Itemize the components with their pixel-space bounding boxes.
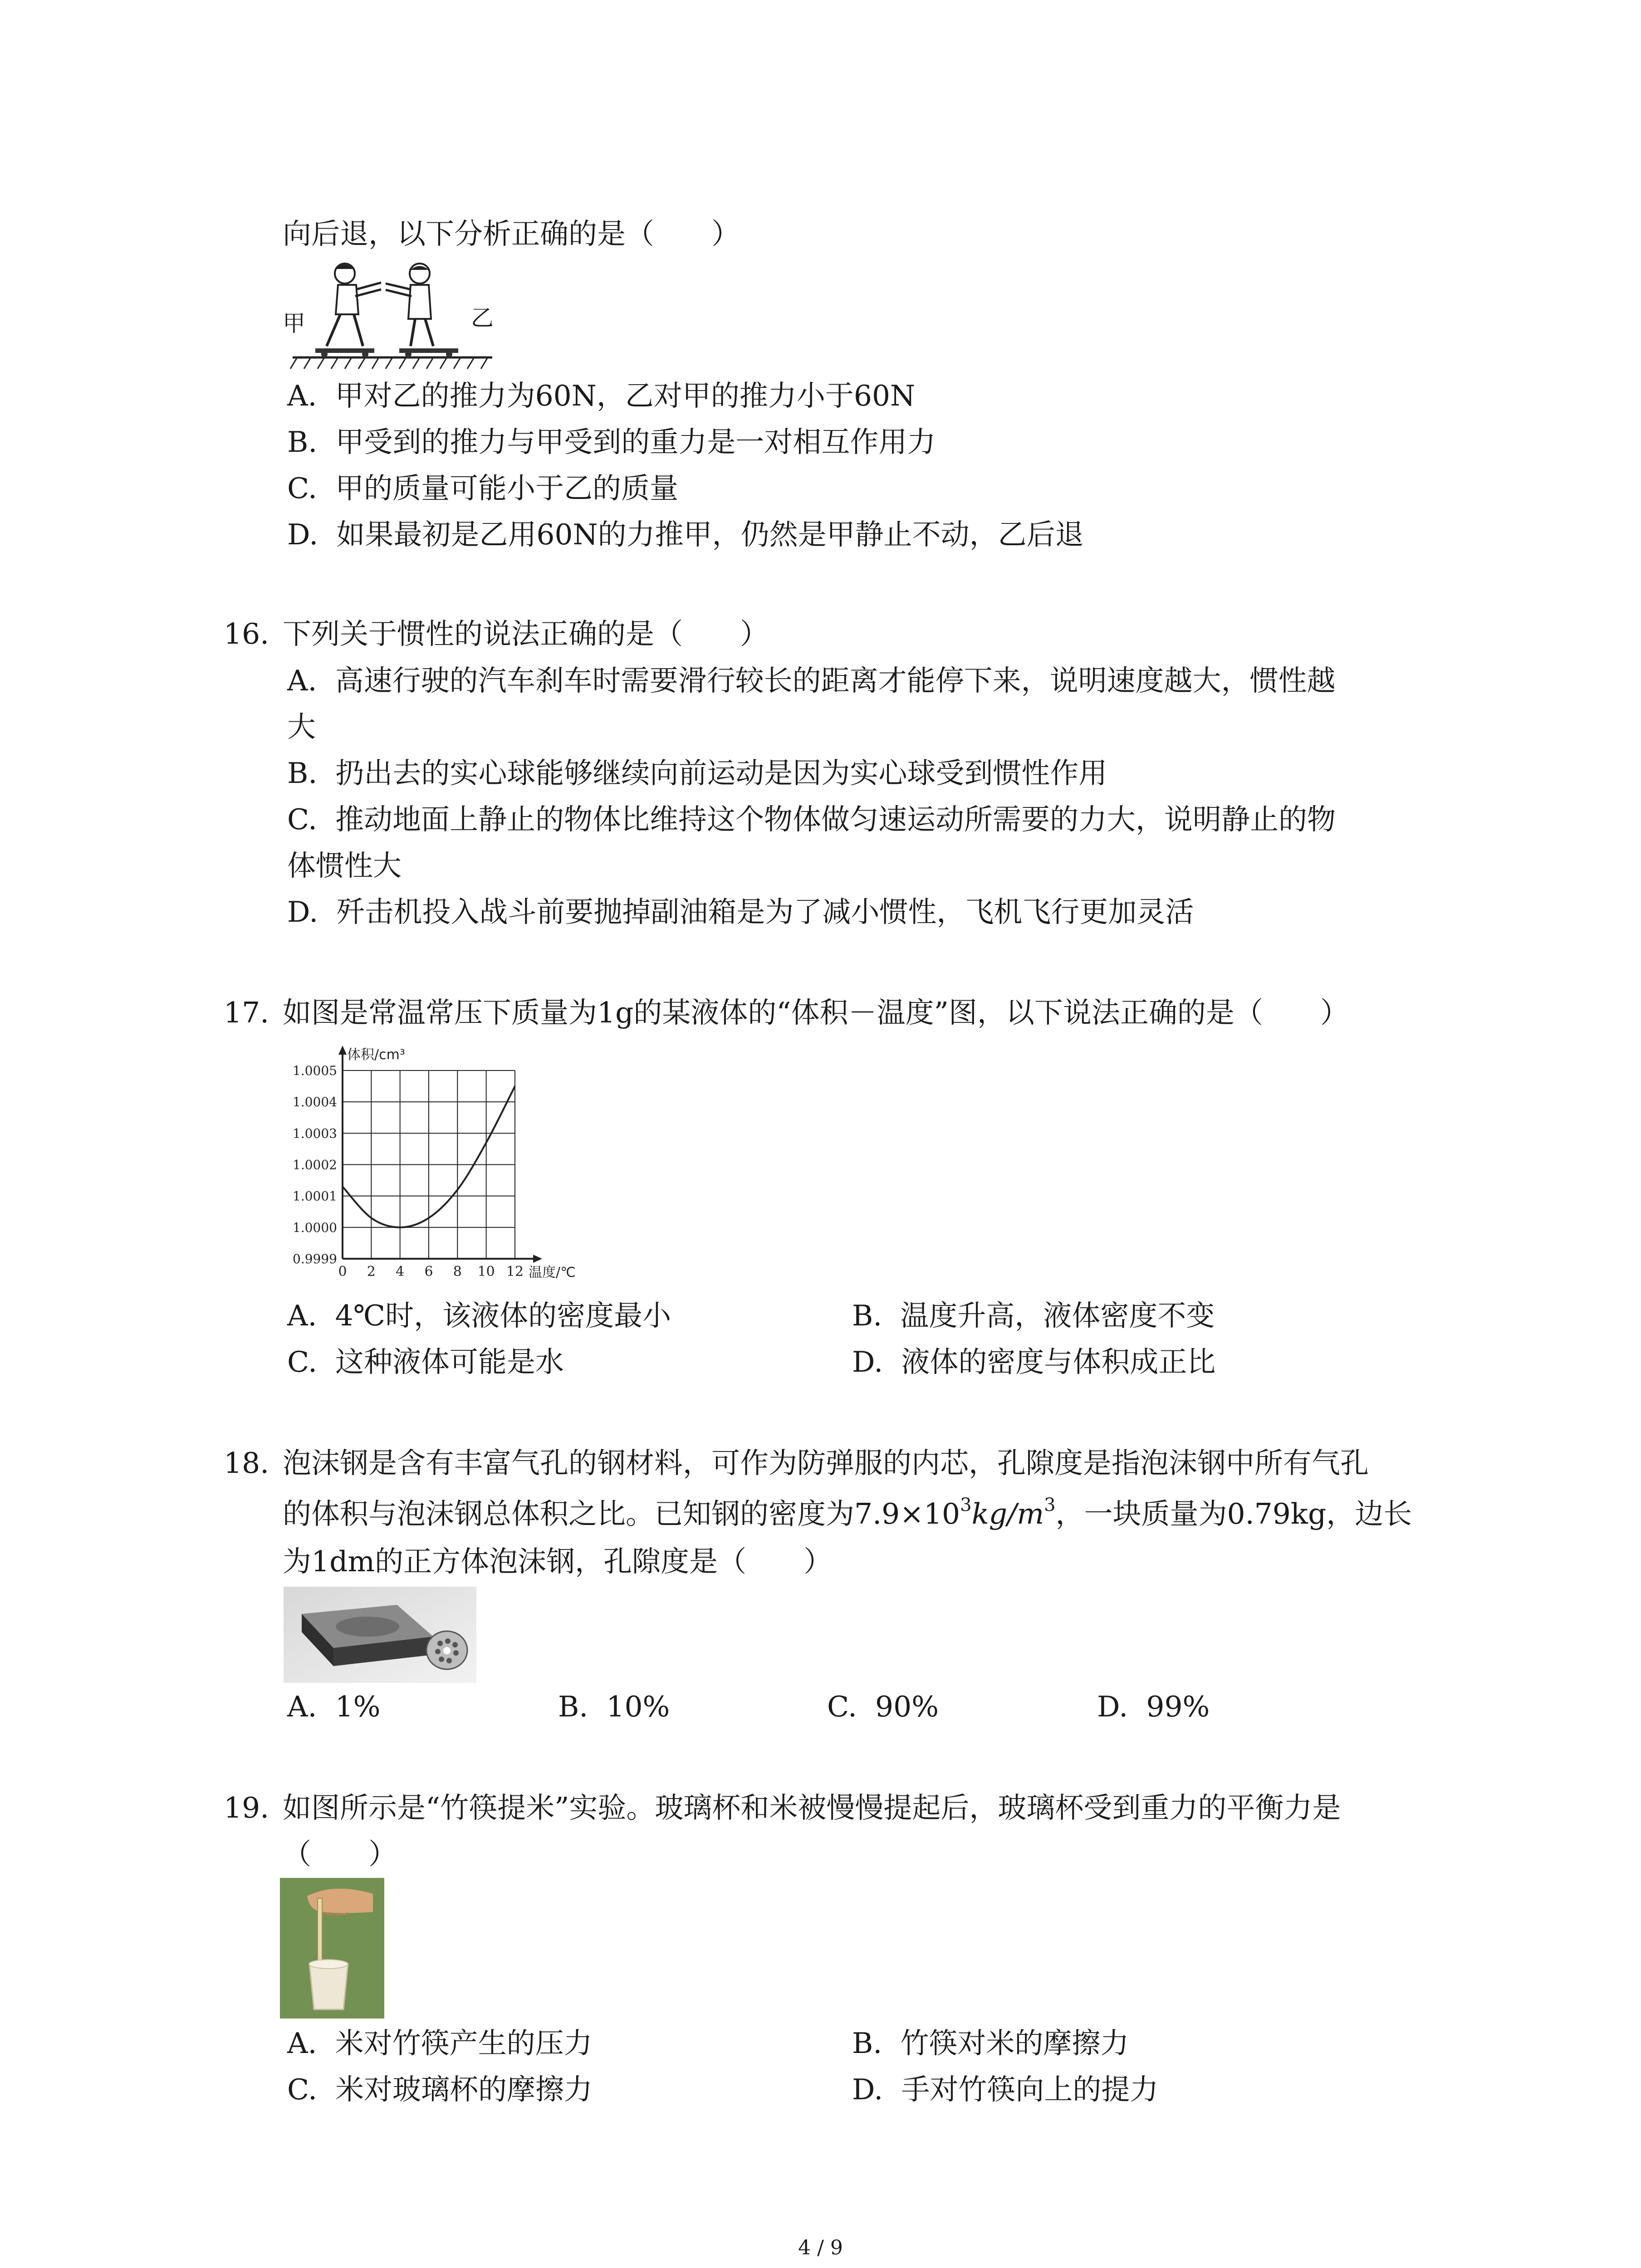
y-tick-label: 1.0001 xyxy=(293,1188,337,1204)
q16-option-d: D. 歼击机投入战斗前要抛掉副油箱是为了减小惯性，飞机飞行更加灵活 xyxy=(287,895,1194,929)
x-tick-label: 2 xyxy=(367,1264,376,1279)
x-tick-label: 10 xyxy=(477,1264,495,1279)
q15-figure-skaters xyxy=(284,260,497,371)
y-axis-label: 体积/cm³ xyxy=(347,1047,405,1063)
q16-option-a: A. 高速行驶的汽车刹车时需要滑行较长的距离才能停下来，说明速度越大，惯性越 xyxy=(287,664,1336,697)
q17-option-b: B. 温度升高，液体密度不变 xyxy=(852,1299,1215,1332)
q15-option-c: C. 甲的质量可能小于乙的质量 xyxy=(287,472,679,505)
q16-stem: 下列关于惯性的说法正确的是（ ） xyxy=(283,617,769,650)
x-tick-label: 12 xyxy=(506,1264,524,1279)
q19-number: 19. xyxy=(224,1791,269,1824)
y-tick-label: 1.0003 xyxy=(293,1126,337,1141)
y-tick-label: 1.0000 xyxy=(293,1220,337,1235)
x-axis-arrow xyxy=(533,1255,542,1263)
page-number: 4 / 9 xyxy=(798,2236,843,2259)
q16-number: 16. xyxy=(224,617,269,650)
q15-option-b: B. 甲受到的推力与甲受到的重力是一对相互作用力 xyxy=(287,425,936,459)
q17-stem: 如图是常温常压下质量为1g的某液体的“体积－温度”图，以下说法正确的是（ ） xyxy=(283,996,1349,1029)
q18-option-b: B. 10% xyxy=(558,1690,670,1723)
q19-option-b: B. 竹筷对米的摩擦力 xyxy=(852,2027,1129,2060)
q17-number: 17. xyxy=(224,996,269,1029)
y-tick-label: 1.0002 xyxy=(293,1157,337,1173)
q15-label-yi: 乙 xyxy=(471,305,494,331)
q15-label-jia: 甲 xyxy=(283,310,305,337)
q18-option-c: C. 90% xyxy=(827,1690,939,1723)
q15-option-d: D. 如果最初是乙用60N的力推甲，仍然是甲静止不动，乙后退 xyxy=(287,518,1084,551)
q18-stem-line2: 的体积与泡沫钢总体积之比。已知钢的密度为$7.9\times 10^3kg/m^3$，一块质量为0.79kg，边长 xyxy=(283,1495,1412,1530)
x-tick-label: 8 xyxy=(453,1264,462,1279)
q17-option-c: C. 这种液体可能是水 xyxy=(287,1345,564,1378)
x-axis-label: 温度/℃ xyxy=(529,1265,576,1279)
q18-stem-line3: 为1dm的正方体泡沫钢，孔隙度是（ ） xyxy=(283,1545,833,1578)
q19-option-c: C. 米对玻璃杯的摩擦力 xyxy=(287,2073,593,2106)
q16-option-a-cont: 大 xyxy=(287,710,316,743)
q18-stem-line1: 泡沫钢是含有丰富气孔的钢材料，可作为防弹服的内芯，孔隙度是指泡沫钢中所有气孔 xyxy=(283,1447,1369,1480)
q19-option-d: D. 手对竹筷向上的提力 xyxy=(852,2073,1159,2106)
y-axis-arrow xyxy=(338,1046,347,1055)
q18-number: 18. xyxy=(224,1447,269,1480)
q18-figure-foam-steel xyxy=(284,1587,476,1683)
q15-option-a: A. 甲对乙的推力为60N，乙对甲的推力小于60N xyxy=(287,379,916,412)
x-tick-label: 6 xyxy=(424,1264,433,1279)
q18-option-d: D. 99% xyxy=(1097,1690,1210,1723)
q19-figure-chopstick-rice xyxy=(280,1878,384,2019)
q19-stem-line1: 如图所示是“竹筷提米”实验。玻璃杯和米被慢慢提起后，玻璃杯受到重力的平衡力是 xyxy=(283,1791,1341,1824)
q19-option-a: A. 米对竹筷产生的压力 xyxy=(287,2027,593,2060)
q17-option-d: D. 液体的密度与体积成正比 xyxy=(852,1345,1216,1378)
x-tick-label: 0 xyxy=(338,1264,347,1279)
q16-option-c-cont: 体惯性大 xyxy=(287,849,402,882)
q16-option-b: B. 扔出去的实心球能够继续向前运动是因为实心球受到惯性作用 xyxy=(287,757,1107,790)
y-tick-label: 1.0004 xyxy=(293,1095,337,1110)
q15-stem-tail: 向后退，以下分析正确的是（ ） xyxy=(283,217,740,250)
y-tick-label: 0.9999 xyxy=(293,1251,337,1266)
q17-volume-temperature-chart xyxy=(284,1043,610,1279)
q17-option-a: A. 4℃时，该液体的密度最小 xyxy=(287,1299,671,1332)
q16-option-c: C. 推动地面上静止的物体比维持这个物体做匀速运动所需要的力大，说明静止的物 xyxy=(287,803,1336,836)
q18-option-a: A. 1% xyxy=(287,1690,381,1723)
q19-stem-line2: （ ） xyxy=(283,1838,397,1871)
x-tick-label: 4 xyxy=(396,1264,405,1279)
y-tick-label: 1.0005 xyxy=(293,1063,337,1078)
